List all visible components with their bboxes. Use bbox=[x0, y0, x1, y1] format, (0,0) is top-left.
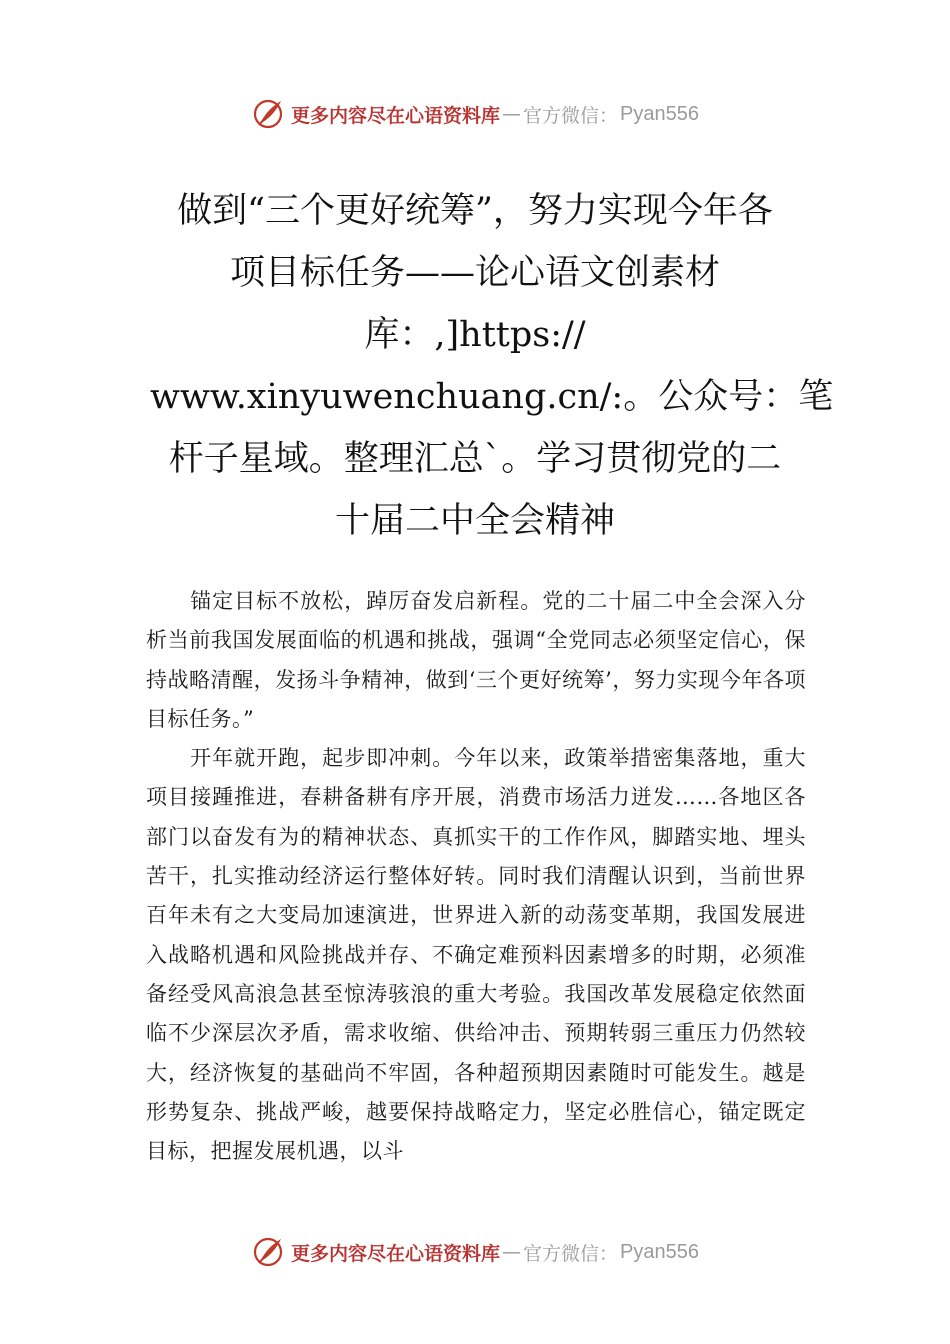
header-banner bbox=[0, 94, 950, 134]
banner-wechat-id: Pyan556 bbox=[620, 102, 699, 125]
banner-site-name: 更多内容尽在心语资料库 bbox=[291, 1242, 501, 1265]
document-body bbox=[146, 582, 806, 1171]
feather-logo-icon bbox=[251, 96, 287, 132]
document-title bbox=[150, 180, 834, 552]
banner-dash: — bbox=[502, 103, 522, 125]
title-line: 项目标任务——论心语文创素材 bbox=[229, 253, 720, 293]
banner-wechat-id: Pyan556 bbox=[620, 1240, 699, 1263]
paragraph: 开年就开跑，起步即冲刺。今年以来，政策举措密集落地，重大项目接踵推进，春耕备耕有序开展，消费市场活力迸发……各地区各部门以奋发有为的精神状态、真抓实干的工作作风，脚踏实地、埋头苦干，扎实推动经济运行整体好转。同时我们清醒认识到，当前世界百年未有之大变局加速演进，世界进入新的动荡变革期，我国发展进入战略机遇和风险挑战并存、不确定难预料因素增多的时期，必须准备经受风高浪急甚至惊涛骇浪的重大考验。我国改革发展稳定依然面临不少深层次矛盾，需求收缩、供给冲击、预期转弱三重压力仍然较大，经济恢复的基础尚不牢固，各种超预期因素随时可能发生。越是形势复杂、挑战严峻，越要保持战略定力，坚定必胜信心，锚定既定目标，把握发展机遇，以斗 bbox=[146, 746, 806, 1164]
title-line: www.xinyuwenchuang.cn/:。公众号：笔 bbox=[150, 377, 834, 417]
banner-wechat-label: 官方微信： bbox=[523, 104, 619, 127]
banner-site-name: 更多内容尽在心语资料库 bbox=[291, 104, 501, 127]
banner-dash: — bbox=[502, 1241, 522, 1263]
feather-logo-icon bbox=[251, 1234, 287, 1270]
title-line: 杆子星域。整理汇总`。学习贯彻党的二 bbox=[168, 439, 782, 479]
title-line: 做到“三个更好统筹”，努力实现今年各 bbox=[177, 191, 773, 231]
banner-wechat-label: 官方微信： bbox=[523, 1242, 619, 1265]
paragraph: 锚定目标不放松，踔厉奋发启新程。党的二十届二中全会深入分析当前我国发展面临的机遇和挑战，强调“全党同志必须坚定信心，保持战略清醒，发扬斗争精神，做到‘三个更好统筹’，努力实现今年各项目标任务。” bbox=[146, 589, 806, 731]
title-line: 库：,]https:// bbox=[364, 315, 586, 355]
title-line: 十届二中全会精神 bbox=[334, 501, 615, 541]
footer-banner bbox=[0, 1232, 950, 1272]
